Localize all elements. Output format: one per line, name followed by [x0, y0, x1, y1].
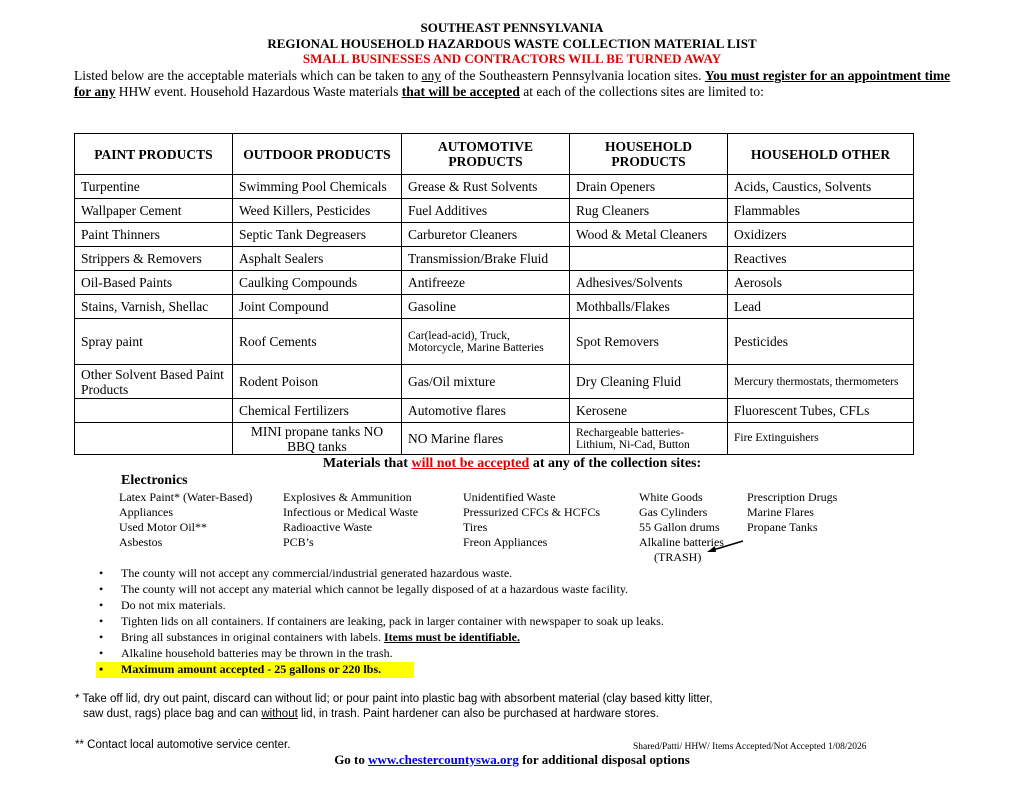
table-cell: Mercury thermostats, thermometers: [728, 365, 914, 399]
intro-text: of the Southeastern Pennsylvania location sites.: [440, 68, 705, 83]
accepted-materials-table: [74, 133, 914, 455]
bullet-text: [121, 630, 520, 645]
table-cell: Dry Cleaning Fluid: [570, 365, 728, 399]
table-cell: Septic Tank Degreasers: [233, 223, 402, 247]
doc-title-line2: REGIONAL HOUSEHOLD HAZARDOUS WASTE COLLECTION MATERIAL LIST: [267, 36, 757, 51]
list-item: Used Motor Oil**: [119, 520, 207, 534]
bullet-text: The county will not accept any material which cannot be legally disposed of at a hazardous waste facility.: [121, 582, 629, 596]
footnote-latex: [75, 692, 713, 722]
column-header: HOUSEHOLD PRODUCTS: [570, 134, 728, 175]
column-header: PAINT PRODUCTS: [75, 134, 233, 175]
footnote-text: lid, in trash. Paint hardener can also be purchased at hardware stores.: [297, 708, 659, 720]
bullet-icon: •: [99, 662, 104, 676]
bullet-icon: •: [99, 630, 104, 644]
intro-text: at each of the collections sites are limited to:: [519, 84, 764, 99]
list-item: Unidentified Waste: [463, 490, 556, 504]
document-reference: Shared/Patti/ HHW/ Items Accepted/Not Accepted 1/08/2026: [633, 742, 867, 752]
arrow-icon: [705, 538, 745, 554]
table-cell: Asphalt Sealers: [233, 247, 402, 271]
list-item: Gas Cylinders: [639, 505, 708, 519]
list-item: Radioactive Waste: [283, 520, 373, 534]
intro-text: HHW event. Household Hazardous Waste materials: [115, 84, 402, 99]
table-cell: Pesticides: [728, 319, 914, 365]
table-cell: Adhesives/Solvents: [570, 271, 728, 295]
table-cell: Roof Cements: [233, 319, 402, 365]
bullet-icon: •: [99, 646, 104, 660]
list-item: Explosives & Ammunition: [283, 490, 412, 504]
table-cell: Drain Openers: [570, 175, 728, 199]
list-item: 55 Gallon drums: [639, 520, 720, 534]
table-cell: Oxidizers: [728, 223, 914, 247]
table-cell: Spot Removers: [570, 319, 728, 365]
table-cell: Spray paint: [75, 319, 233, 365]
table-cell: Rodent Poison: [233, 365, 402, 399]
list-item: Tires: [463, 520, 488, 534]
table-cell: Gasoline: [402, 295, 570, 319]
table-cell: MINI propane tanks NO BBQ tanks: [233, 423, 402, 455]
list-item: Latex Paint* (Water-Based): [119, 490, 253, 504]
table-row: [75, 271, 914, 295]
table-cell: Other Solvent Based Paint Products: [75, 365, 233, 399]
table-row: [75, 223, 914, 247]
table-cell: Stains, Varnish, Shellac: [75, 295, 233, 319]
footnote-line: * Take off lid, dry out paint, discard can without lid; or pour paint into plastic bag with absorbent material (clay based kitty litter,: [75, 693, 713, 705]
website-link[interactable]: www.chestercountyswa.org: [368, 752, 519, 767]
list-item: White Goods: [639, 490, 703, 504]
additional-options: [0, 752, 1024, 767]
table-row: [75, 295, 914, 319]
table-cell: Fire Extinguishers: [728, 423, 914, 455]
table-cell: Fluorescent Tubes, CFLs: [728, 399, 914, 423]
table-cell: [570, 247, 728, 271]
list-item: PCB’s: [283, 535, 314, 549]
list-item: Appliances: [119, 505, 173, 519]
table-cell: Reactives: [728, 247, 914, 271]
table-cell: Turpentine: [75, 175, 233, 199]
table-cell: NO Marine flares: [402, 423, 570, 455]
table-cell: Car(lead-acid), Truck, Motorcycle, Marine Batteries: [402, 319, 570, 365]
intro-any: any: [421, 68, 441, 83]
table-cell: Swimming Pool Chemicals: [233, 175, 402, 199]
list-item: Asbestos: [119, 535, 163, 549]
table-cell: Acids, Caustics, Solvents: [728, 175, 914, 199]
doc-warning: SMALL BUSINESSES AND CONTRACTORS WILL BE TURNED AWAY: [302, 51, 722, 66]
column-header: HOUSEHOLD OTHER: [728, 134, 914, 175]
table-cell: [75, 423, 233, 455]
table-cell: Wallpaper Cement: [75, 199, 233, 223]
table-row: [75, 365, 914, 399]
table-row: [75, 175, 914, 199]
bullet-text-part: Bring all substances in original containers with labels.: [121, 630, 384, 644]
footnote-text: saw dust, rags) place bag and can: [83, 708, 262, 720]
column-header: AUTOMOTIVE PRODUCTS: [402, 134, 570, 175]
table-cell: Automotive flares: [402, 399, 570, 423]
list-item: (TRASH): [654, 550, 702, 564]
not-accepted-title-text: at any of the collection sites:: [529, 456, 702, 471]
table-cell: Wood & Metal Cleaners: [570, 223, 728, 247]
not-accepted-title-text: Materials that: [322, 456, 412, 471]
footnote-line: [75, 707, 713, 722]
table-cell: Transmission/Brake Fluid: [402, 247, 570, 271]
additional-options-text: for additional disposal options: [518, 752, 690, 767]
footnote-oil: ** Contact local automotive service center.: [75, 739, 291, 751]
bullet-icon: •: [99, 598, 104, 612]
bullet-icon: •: [99, 614, 104, 628]
table-cell: Fuel Additives: [402, 199, 570, 223]
table-row: [75, 199, 914, 223]
not-accepted-col-5: [747, 490, 837, 535]
not-accepted-col-3: [463, 490, 600, 550]
table-cell: Rug Cleaners: [570, 199, 728, 223]
table-header-row: [75, 134, 914, 175]
table-cell: Oil-Based Paints: [75, 271, 233, 295]
table-cell: Joint Compound: [233, 295, 402, 319]
bullet-text: Do not mix materials.: [121, 598, 226, 612]
table-cell: Aerosols: [728, 271, 914, 295]
not-accepted-col-1: [119, 490, 252, 550]
additional-options-text: Go to: [334, 752, 369, 767]
table-row: [75, 247, 914, 271]
bullet-icon: •: [99, 582, 104, 596]
list-item: Prescription Drugs: [747, 490, 838, 504]
table-cell: Mothballs/Flakes: [570, 295, 728, 319]
table-cell: Gas/Oil mixture: [402, 365, 570, 399]
not-accepted-col-2: [283, 490, 418, 550]
doc-title-line1: SOUTHEAST PENNSYLVANIA: [420, 20, 604, 35]
table-cell: Strippers & Removers: [75, 247, 233, 271]
list-item: Propane Tanks: [747, 520, 818, 534]
intro-text: Listed below are the acceptable materials which can be taken to: [74, 68, 422, 83]
bullet-text: Tighten lids on all containers. If containers are leaking, pack in larger container with newspaper to soak up leaks.: [121, 614, 664, 628]
table-cell: Flammables: [728, 199, 914, 223]
electronics-label: Electronics: [121, 473, 188, 488]
bullet-text: Alkaline household batteries may be thrown in the trash.: [121, 646, 393, 660]
table-cell: Paint Thinners: [75, 223, 233, 247]
intro-accepted: that will be accepted: [401, 84, 520, 99]
table-cell: Rechargeable batteries-Lithium, Ni-Cad, Button: [570, 423, 728, 455]
table-cell: Carburetor Cleaners: [402, 223, 570, 247]
bullet-icon: •: [99, 566, 104, 580]
table-cell: Antifreeze: [402, 271, 570, 295]
footnote-emphasis: without: [261, 708, 298, 720]
table-cell: Lead: [728, 295, 914, 319]
table-cell: Caulking Compounds: [233, 271, 402, 295]
bullet-text: Maximum amount accepted - 25 gallons or 220 lbs.: [121, 662, 382, 676]
not-accepted-title: [0, 456, 1024, 472]
table-cell: [75, 399, 233, 423]
list-item: Marine Flares: [747, 505, 814, 519]
table-row: [75, 399, 914, 423]
bullet-text: The county will not accept any commercial/industrial generated hazardous waste.: [121, 566, 513, 580]
table-cell: Chemical Fertilizers: [233, 399, 402, 423]
table-row: [75, 319, 914, 365]
intro-register: You must register for an appointment time for any: [74, 68, 951, 99]
intro-paragraph: [74, 68, 954, 100]
table-cell: Kerosene: [570, 399, 728, 423]
not-accepted-title-highlight: will not be accepted: [411, 456, 530, 471]
list-item: Freon Appliances: [463, 535, 548, 549]
table-cell: Grease & Rust Solvents: [402, 175, 570, 199]
bullet-item-highlighted: [96, 662, 414, 678]
list-item: Pressurized CFCs & HCFCs: [463, 505, 601, 519]
table-cell: Weed Killers, Pesticides: [233, 199, 402, 223]
table-row: [75, 423, 914, 455]
list-item: Infectious or Medical Waste: [283, 505, 419, 519]
list-item: Alkaline batteries: [639, 535, 724, 549]
bullet-emphasis: Items must be identifiable.: [383, 630, 520, 644]
column-header: OUTDOOR PRODUCTS: [233, 134, 402, 175]
